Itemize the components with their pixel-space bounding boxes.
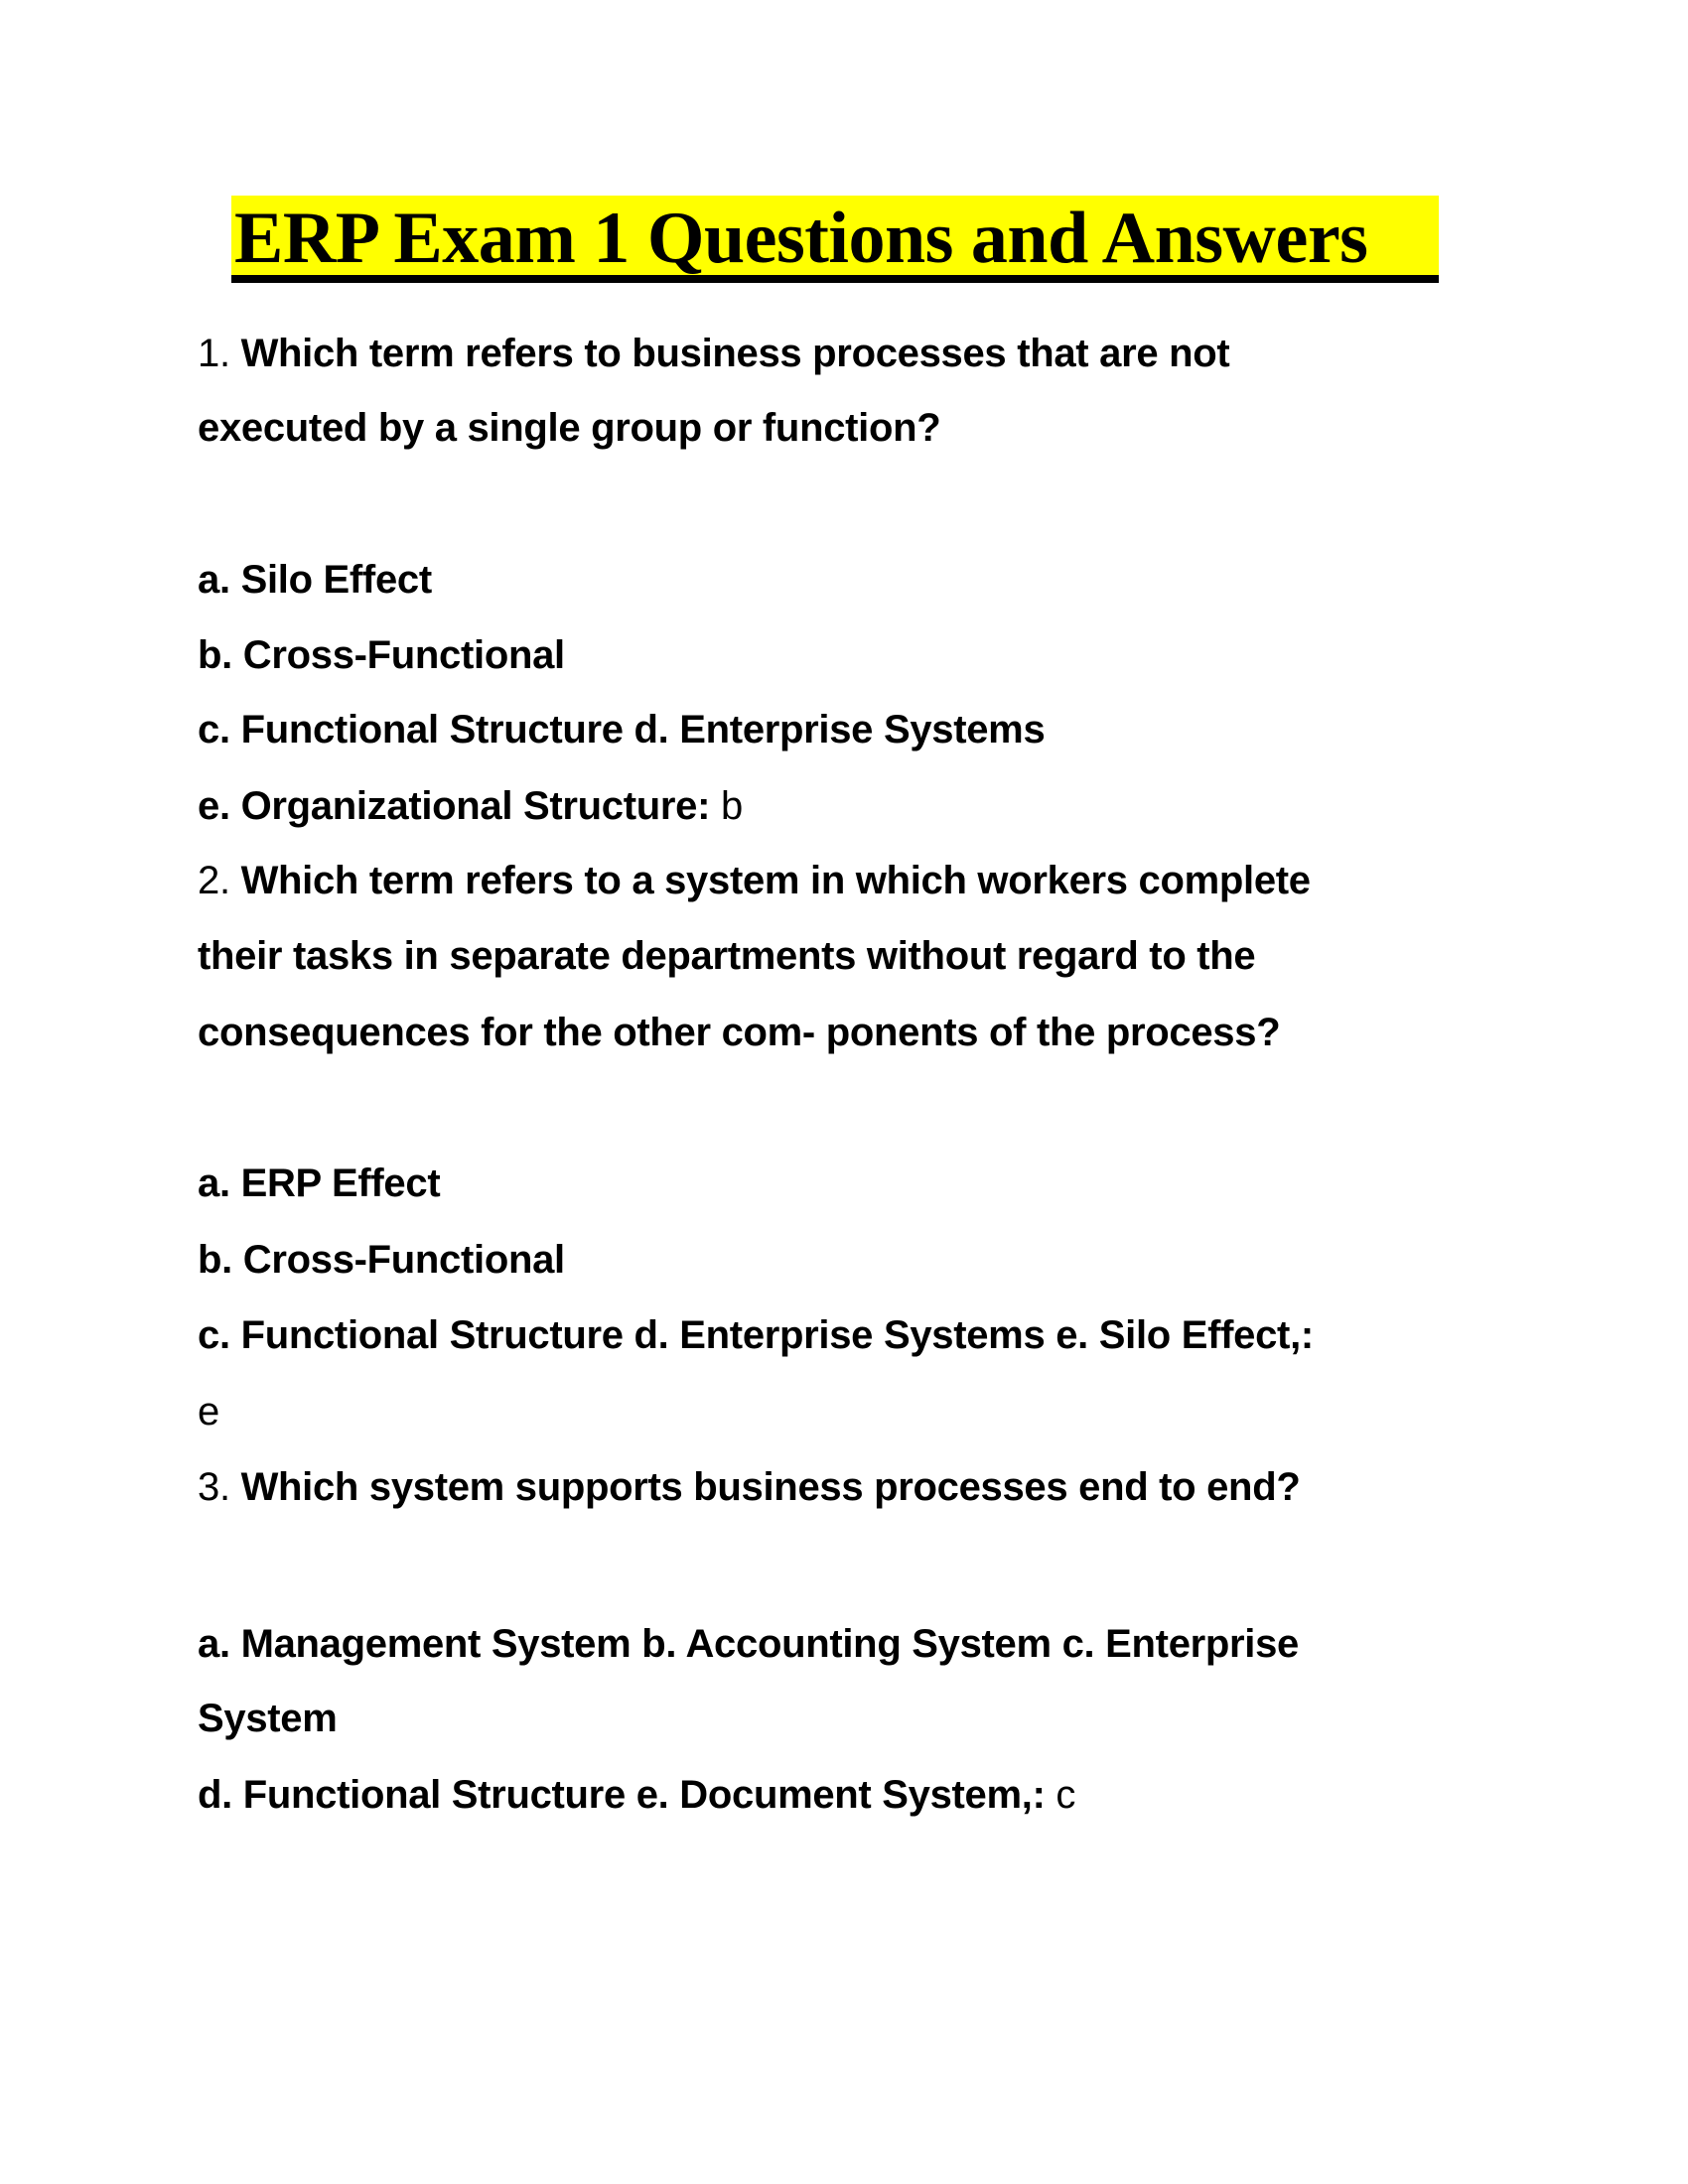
option-line: a. ERP Effect: [198, 1161, 441, 1205]
option-line: b. Cross-Functional: [198, 633, 565, 677]
question-number: 2.: [198, 859, 241, 902]
answer: e: [198, 1390, 219, 1433]
option-line: c. Functional Structure d. Enterprise Systems: [198, 708, 1046, 751]
option-line: a. Management System b. Accounting System c. Enterprise: [198, 1622, 1300, 1666]
option-line: b. Cross-Functional: [198, 1238, 565, 1282]
option-line: c. Functional Structure d. Enterprise Systems e. Silo Effect,:: [198, 1313, 1314, 1357]
option-line: a. Silo Effect: [198, 558, 432, 602]
question-3-line: [198, 1449, 1300, 1525]
question-text: Which term refers to business processes that are not: [240, 332, 1230, 375]
question-2-line: their tasks in separate departments without regard to the: [198, 934, 1256, 978]
answer: b: [710, 784, 743, 828]
question-1-line: executed by a single group or function?: [198, 406, 941, 450]
option-text: e. Organizational Structure:: [198, 784, 711, 828]
question-text: Which term refers to a system in which workers complete: [240, 859, 1311, 902]
question-1-line: [198, 316, 1229, 391]
option-text: d. Functional Structure e. Document System,:: [198, 1773, 1046, 1817]
question-2-line: consequences for the other com- ponents of the process?: [198, 1011, 1281, 1054]
question-text: Which system supports business processes end to end?: [240, 1465, 1301, 1509]
answer: c: [1045, 1773, 1076, 1817]
question-number: 3.: [198, 1465, 241, 1509]
option-line: [198, 1757, 1075, 1833]
question-2-line: [198, 843, 1311, 918]
option-line: System: [198, 1697, 338, 1740]
page-title: ERP Exam 1 Questions and Answers: [234, 198, 1368, 279]
question-number: 1.: [198, 332, 241, 375]
option-line: [198, 768, 743, 844]
